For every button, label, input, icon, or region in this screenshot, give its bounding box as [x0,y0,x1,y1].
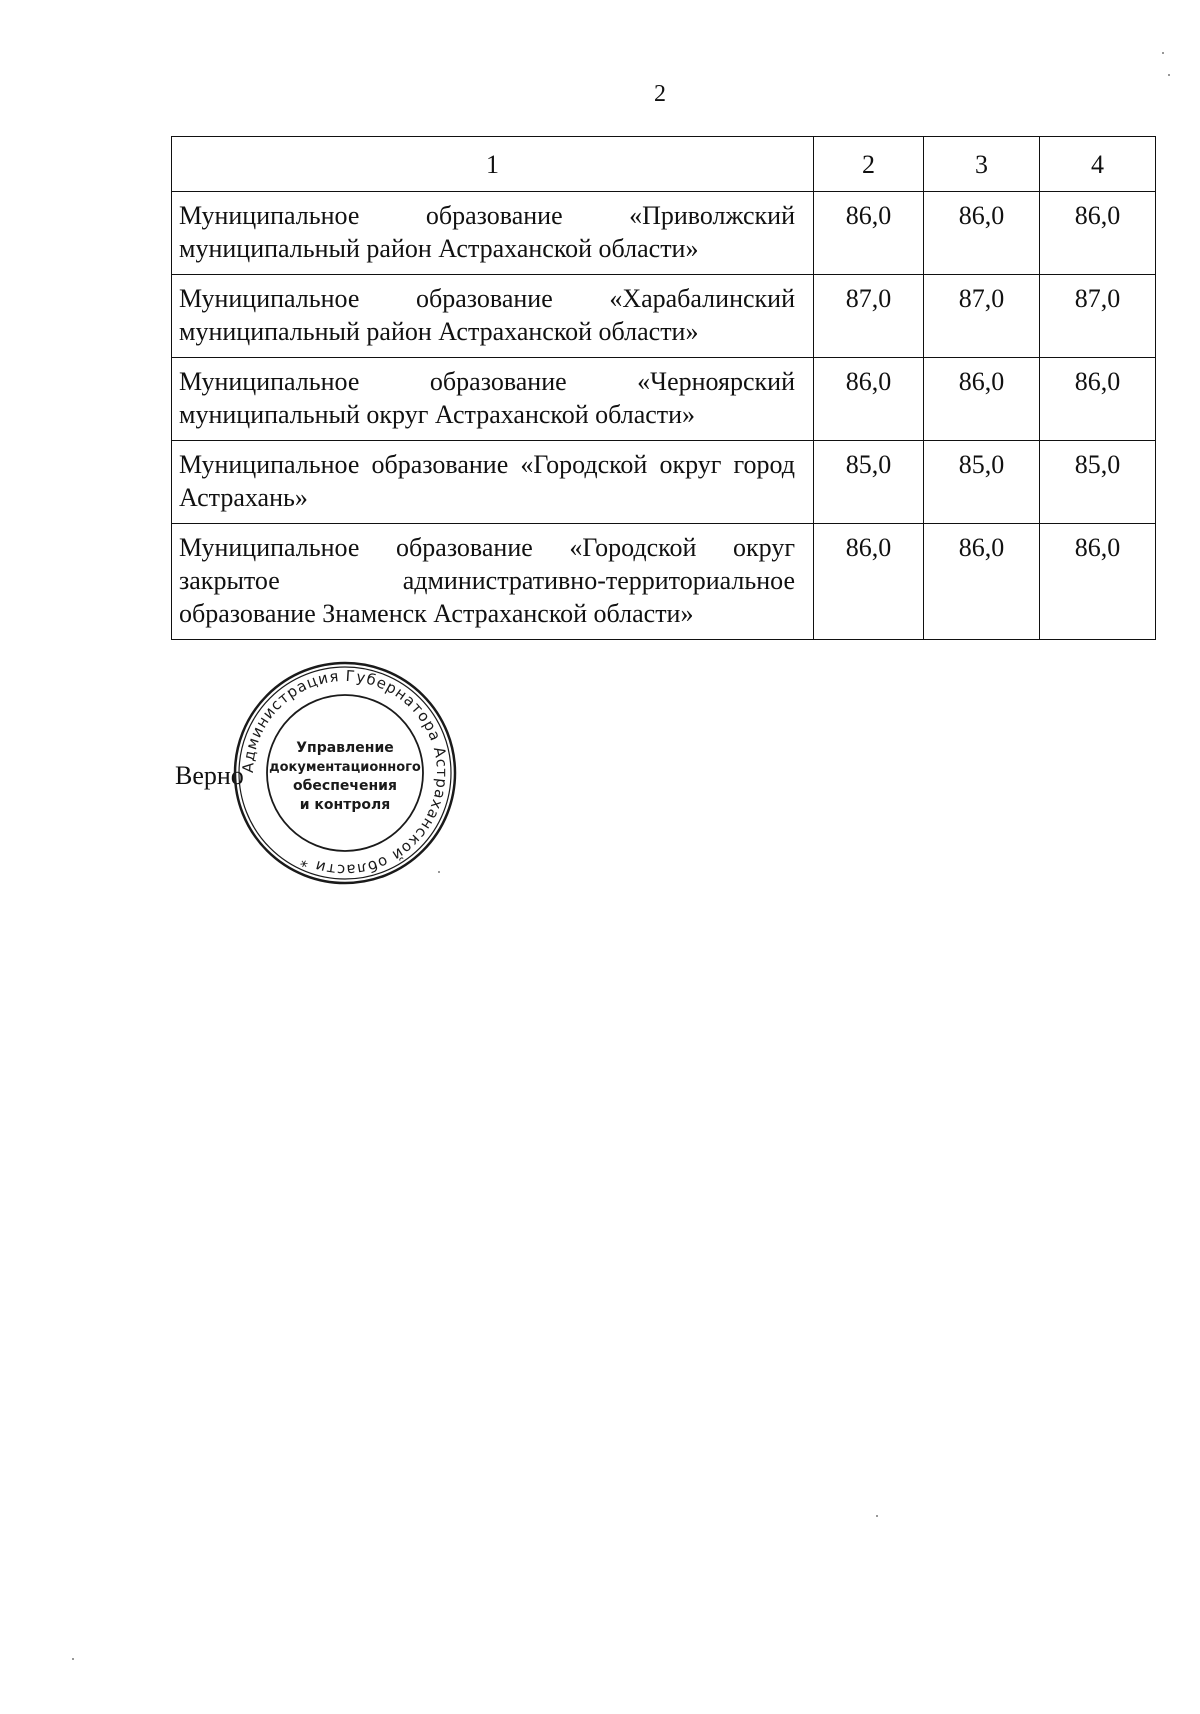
table-header-row [172,137,1156,192]
stamp-inner-line-2: документационного [269,760,421,775]
column-header: 3 [924,137,1040,192]
certification-label: Верно [175,761,244,790]
value-cell: 85,0 [1040,441,1156,524]
municipality-name: Муниципальное образование «Городской округ закрытое административно-территориальное образование Знаменск Астраханской области» [172,524,814,640]
value-cell: 86,0 [924,358,1040,441]
stamp-inner-line-3: обеспечения [293,778,397,794]
column-header: 2 [814,137,924,192]
scan-artifact [876,1515,878,1517]
value-cell: 86,0 [814,524,924,640]
table-row [172,524,1156,640]
scan-artifact [1162,52,1164,54]
value-cell: 86,0 [1040,524,1156,640]
scan-artifact [72,1658,74,1660]
table-row [172,441,1156,524]
value-cell: 86,0 [1040,358,1156,441]
stamp-outer-text: Администрация Губернатора Астраханской области * [238,666,452,880]
value-cell: 85,0 [924,441,1040,524]
scan-artifact [1168,74,1170,76]
data-table [171,136,1156,640]
value-cell: 86,0 [1040,192,1156,275]
value-cell: 86,0 [814,192,924,275]
page-number: 2 [654,81,666,107]
value-cell: 87,0 [814,275,924,358]
table-row [172,275,1156,358]
stamp-inner-line-4: и контроля [299,797,391,813]
value-cell: 86,0 [924,192,1040,275]
official-stamp [232,660,458,886]
municipality-name: Муниципальное образование «Харабалинский муниципальный район Астраханской области» [172,275,814,358]
column-header: 1 [172,137,814,192]
municipality-name: Муниципальное образование «Городской округ город Астрахань» [172,441,814,524]
value-cell: 86,0 [924,524,1040,640]
value-cell: 86,0 [814,358,924,441]
value-cell: 87,0 [1040,275,1156,358]
table-row [172,358,1156,441]
municipality-name: Муниципальное образование «Приволжский муниципальный район Астраханской области» [172,192,814,275]
municipality-name: Муниципальное образование «Черноярский муниципальный округ Астраханской области» [172,358,814,441]
table-row [172,192,1156,275]
scan-artifact [438,871,440,873]
value-cell: 85,0 [814,441,924,524]
value-cell: 87,0 [924,275,1040,358]
column-header: 4 [1040,137,1156,192]
stamp-inner-line-1: Управление [296,740,394,756]
